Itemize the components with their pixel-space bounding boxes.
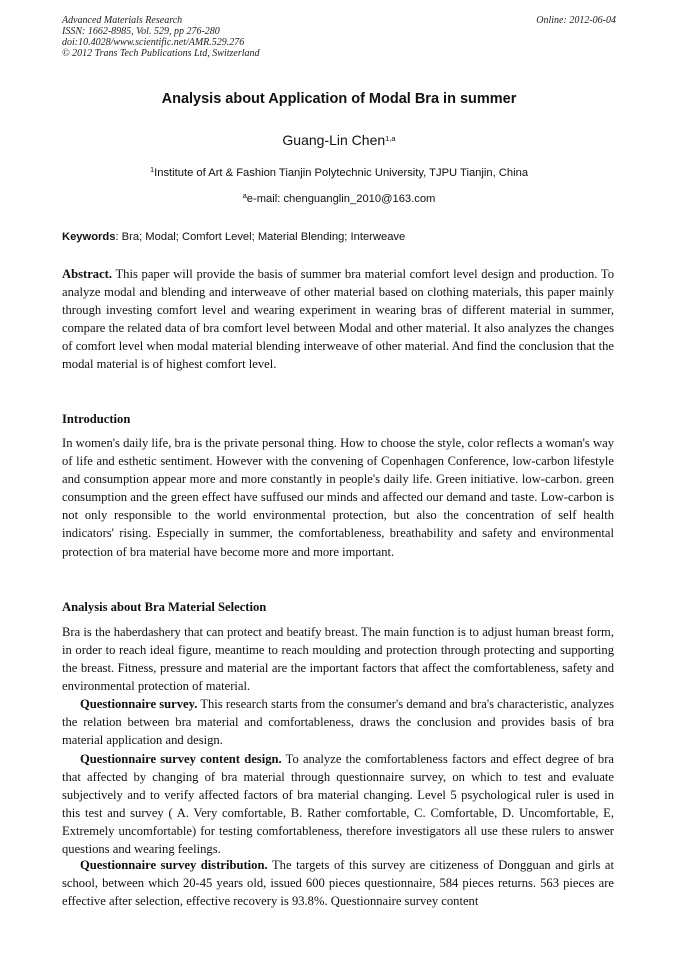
introduction-heading: Introduction — [62, 412, 131, 426]
journal-name: Advanced Materials Research — [62, 15, 183, 26]
affiliation-text: Institute of Art & Fashion Tianjin Polytechnic University, TJPU Tianjin, China — [154, 167, 529, 179]
author-name: Guang-Lin Chen — [282, 132, 386, 148]
design-label: Questionnaire survey content design. — [80, 752, 282, 766]
distribution-paragraph — [62, 856, 614, 910]
abstract — [62, 265, 614, 374]
copyright-line: © 2012 Trans Tech Publications Ltd, Switzerland — [62, 48, 260, 59]
analysis-text: Bra is the haberdashery that can protect and beatify breast. The main function is to adjust human breast form, in order to reach ideal figure, meantime to reach moulding and protection through protecting and supporting the breast. Fitness, pressure and material are the important factors that affect the comfortableness, safety and environmental protection of material. — [62, 625, 614, 694]
online-date: Online: 2012-06-04 — [536, 15, 616, 26]
abstract-text: This paper will provide the basis of summer bra material comfort level design and production. To analyze modal and blending and interweave of other material based on clothing materials, this paper mainly through investing comfort level and wearing experiment in wearing bras of different material in summer, compare the related data of bra comfort level between Modal and other material. It also analyzes the changes of comfort level when modal material blending interweave of other material. And find the conclusion that the modal material is of highest comfort level. — [62, 267, 614, 372]
introduction-text: In women's daily life, bra is the private personal thing. How to choose the style, color reflects a woman's way of life and esthetic sentiment. However with the convening of Copenhagen Conference, low-carbon lifestyle and consumption appear more and more constantly in people's daily life. Green initiative. low-carbon. green consumption and the green effect have suffused our minds and affected our demand and taste. Low-carbon is not only responsible to the world environmental protection, but also the concentration of self health indicators' rising. Especially in summer, the comfortableness, breathability and safety and environmental protection of bra material have become more and more important. — [62, 436, 614, 559]
keywords — [62, 231, 616, 243]
journal-header — [62, 15, 616, 59]
paper-title: Analysis about Application of Modal Bra in summer — [161, 91, 517, 107]
email-line — [62, 193, 616, 205]
email-superscript: a — [242, 191, 247, 200]
design-paragraph — [62, 750, 614, 859]
keywords-label: Keywords — [62, 231, 116, 243]
author-superscript: 1,a — [385, 134, 396, 143]
survey-text: This research starts from the consumer's demand and bra's characteristic, analyzes the relation between bra material and comfortableness, draws the conclusion and provides basis of bra material application and design. — [62, 697, 614, 748]
abstract-label: Abstract. — [62, 267, 113, 281]
analysis-heading: Analysis about Bra Material Selection — [62, 600, 267, 614]
distribution-text: The targets of this survey are citizeness of Dongguan and girls at school, between which 20-45 years old, issued 600 pieces questionnaire, 584 pieces returns. 563 pieces are effective after selection, effective recovery is 93.8%. Questionnaire survey content — [62, 858, 614, 909]
design-text: To analyze the comfortableness factors and effect degree of bra that affected by changing of bra material through questionnaire survey, on which to test and evaluate subjectively and to verify affected factors of bra material changing. Level 5 psychological ruler is used in this test and survey ( A. Very comfortable, B. Rather comfortable, C. Comfortable, D. Uncomfortable, E, Extremely uncomfortable) for testing comfortableness, therefore investigators all use these rulers to answer questions and wearing feelings. — [62, 752, 614, 857]
survey-label: Questionnaire survey. — [80, 697, 198, 711]
doi-line: doi:10.4028/www.scientific.net/AMR.529.276 — [62, 37, 245, 48]
survey-paragraph — [62, 695, 614, 749]
affiliation-superscript: 1 — [149, 165, 155, 174]
author-line — [62, 132, 616, 148]
keywords-text: : Bra; Modal; Comfort Level; Material Blending; Interweave — [115, 231, 406, 243]
affiliation — [62, 167, 616, 179]
distribution-label: Questionnaire survey distribution. — [80, 858, 268, 872]
issn-line: ISSN: 1662-8985, Vol. 529, pp 276-280 — [62, 26, 220, 37]
email-text: e-mail: chenguanglin_2010@163.com — [246, 193, 436, 205]
